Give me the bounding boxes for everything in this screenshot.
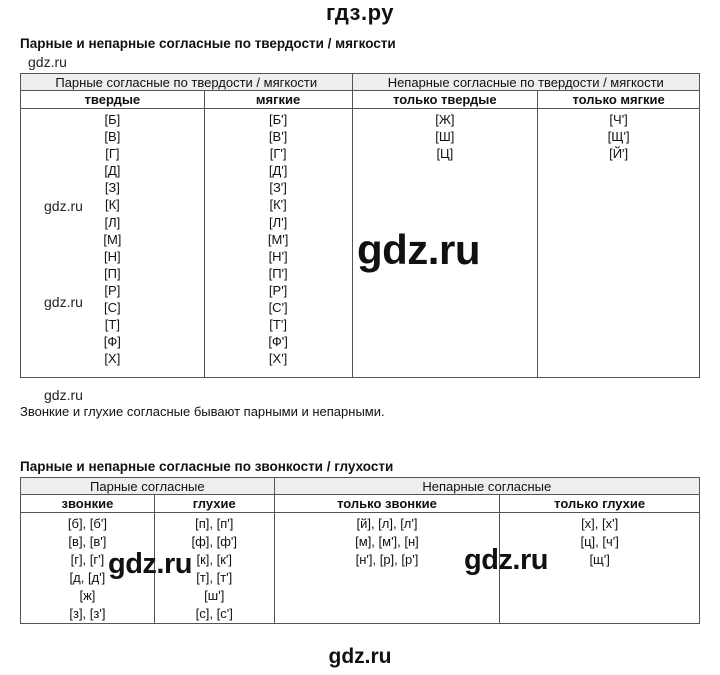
col-header-voiceless: глухие [154,495,274,513]
list-item: [Х] [104,351,121,367]
col-header-only-hard: только твердые [352,91,538,109]
list-item: [Ф'] [268,334,288,350]
list-item: [Л'] [268,214,288,230]
hard-list [21,109,205,378]
col-header-only-soft: только мягкие [538,91,700,109]
watermark-small: gdz.ru [44,198,83,214]
watermark-big: gdz.ru [357,226,480,273]
list-item: [ш'] [204,588,225,603]
list-item: [Н] [104,248,121,264]
list-item: [Ц] [436,146,454,162]
list-item: [В'] [268,129,288,145]
watermark-small: gdz.ru [44,387,83,403]
list-item: [С'] [268,300,288,316]
col-header-only-voiced: только звонкие [274,495,500,513]
list-item: [Щ'] [607,129,630,145]
list-item: [б], [б'] [67,516,107,531]
list-item: [Б'] [268,112,288,127]
list-item: [ф], [ф'] [191,534,238,549]
watermark-small: gdz.ru [44,294,83,310]
list-item: [К'] [269,197,287,213]
list-item: [Д'] [268,163,288,179]
list-item: [Г'] [269,146,287,162]
col-header-hard: твердые [21,91,205,109]
list-item: [з], [з'] [69,606,106,621]
list-item: [Т] [104,317,120,333]
list-item: [Б] [104,112,121,127]
list-item: [Т'] [269,317,287,333]
list-item: [с], [с'] [195,606,233,621]
section1-title: Парные и непарные согласные по твердости / мягкости [20,36,396,51]
list-item: [ж] [79,588,96,603]
footer-watermark: gdz.ru [328,645,392,668]
list-item: [М'] [267,231,289,247]
soft-list [204,109,352,378]
list-item: [П'] [268,265,288,281]
list-item: [й], [л], [л'] [356,516,418,531]
list-item: [Н'] [268,248,288,264]
list-item: [Х'] [268,351,288,367]
col-header-only-voiceless: только глухие [500,495,700,513]
watermark-big: gdz.ru [464,544,548,576]
list-item: [Й'] [609,146,629,162]
col-header-soft: мягкие [204,91,352,109]
list-item: [Д] [104,163,121,179]
site-title: гдз.ру [326,0,394,25]
only-soft-list [538,109,700,378]
group-paired-header: Парные согласные [21,478,275,495]
list-item: [З'] [269,180,287,196]
list-item: [к], [к'] [196,552,232,567]
list-item: [д, [д'] [69,570,106,585]
list-item: [щ'] [589,552,610,567]
list-item: [С] [104,300,121,316]
group-unpaired-header: Непарные согласные [274,478,699,495]
list-item: [г], [г'] [70,552,105,567]
list-item: [В] [104,129,121,145]
list-item: [П] [104,265,121,281]
list-item: [Ж] [435,112,455,127]
col-header-voiced: звонкие [21,495,155,513]
watermark-small: gdz.ru [28,54,67,70]
list-item: [м], [м'], [н] [355,534,419,549]
list-item: [т], [т'] [196,570,233,585]
list-item: [п], [п'] [195,516,234,531]
list-item: [Л] [104,214,121,230]
list-item: [Ш] [435,129,455,145]
list-item: [н'], [р], [р'] [355,552,419,567]
watermark-big: gdz.ru [108,548,192,580]
group-unpaired-header: Непарные согласные по твердости / мягкости [352,74,700,91]
list-item: [М] [103,231,122,247]
list-item: [Г] [105,146,120,162]
group-paired-header: Парные согласные по твердости / мягкости [21,74,353,91]
note-text: Звонкие и глухие согласные бывают парными и непарными. [20,404,385,419]
list-item: [Ч'] [609,112,628,127]
list-item: [Р] [104,282,121,298]
list-item: [З] [104,180,120,196]
list-item: [ц], [ч'] [580,534,619,549]
list-item: [Р'] [268,282,288,298]
list-item: [х], [х'] [581,516,619,531]
list-item: [К] [104,197,120,213]
section2-title: Парные и непарные согласные по звонкости / глухости [20,459,394,474]
list-item: [Ф] [103,334,121,350]
list-item: [в], [в'] [68,534,107,549]
